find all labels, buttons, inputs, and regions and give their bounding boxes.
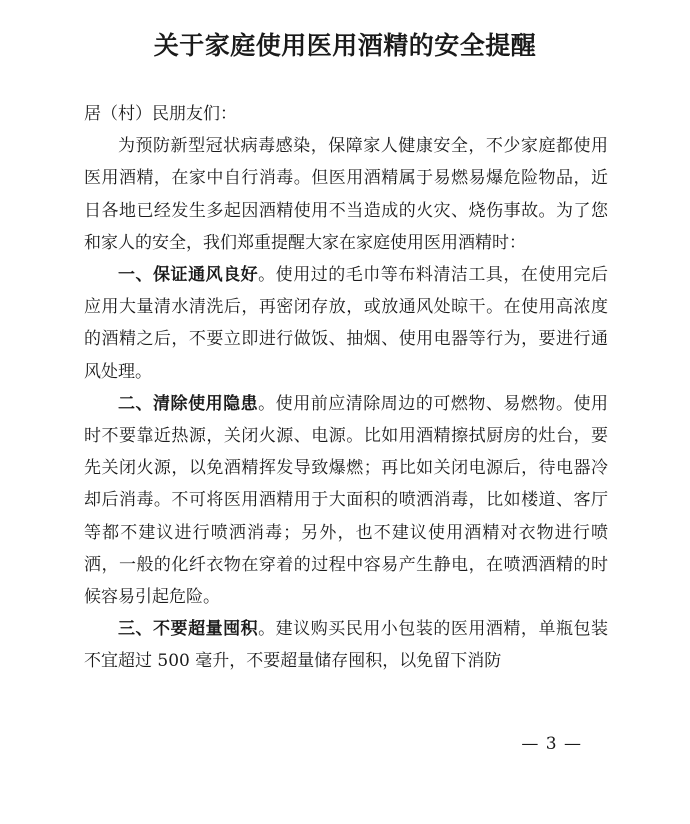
salutation: 居（村）民朋友们： xyxy=(84,104,237,124)
section-paragraph-1 xyxy=(84,259,608,388)
document-title: 关于家庭使用医用酒精的安全提醒 xyxy=(153,31,537,60)
section-paragraph-2 xyxy=(84,388,608,613)
section-heading-1: 一、保证通风良好 xyxy=(118,265,259,286)
section-heading-2: 二、清除使用隐患 xyxy=(118,393,259,414)
document-body xyxy=(84,98,608,678)
page-number: — 3 — xyxy=(521,734,582,754)
section-text-1: 。使用过的毛巾等布料清洁工具，在使用完后应用大量清水清洗后，再密闭存放，或放通风处晾干。在使用高浓度的酒精之后，不要立即进行做饭、抽烟、使用电器等行为，要进行通风处理。 xyxy=(84,265,609,382)
intro-paragraph: 为预防新型冠状病毒感染，保障家人健康安全，不少家庭都使用医用酒精，在家中自行消毒。但医用酒精属于易燃易爆危险物品，近日各地已经发生多起因酒精使用不当造成的火灾、烧伤事故。为了您和家人的安全，我们郑重提醒大家在家庭使用医用酒精时： xyxy=(84,136,608,253)
section-paragraph-3 xyxy=(84,613,608,677)
section-text-3: 。建议购买民用小包装的医用酒精，单瓶包装不宜超过 500 毫升，不要超量储存囤积，以免留下消防 xyxy=(84,619,609,672)
section-text-2: 。使用前应清除周边的可燃物、易燃物。使用时不要靠近热源，关闭火源、电源。比如用酒精擦拭厨房的灶台，要先关闭火源，以免酒精挥发导致爆燃；再比如关闭电源后，待电器冷却后消毒。不可将医用酒精用于大面积的喷洒消毒，比如楼道、客厅等都不建议进行喷洒消毒；另外，也不建议使用酒精对衣物进行喷洒，一般的化纤衣物在穿着的过程中容易产生静电，在喷洒酒精的时候容易引起危险。 xyxy=(84,393,609,608)
section-heading-3: 三、不要超量囤积 xyxy=(118,619,259,640)
